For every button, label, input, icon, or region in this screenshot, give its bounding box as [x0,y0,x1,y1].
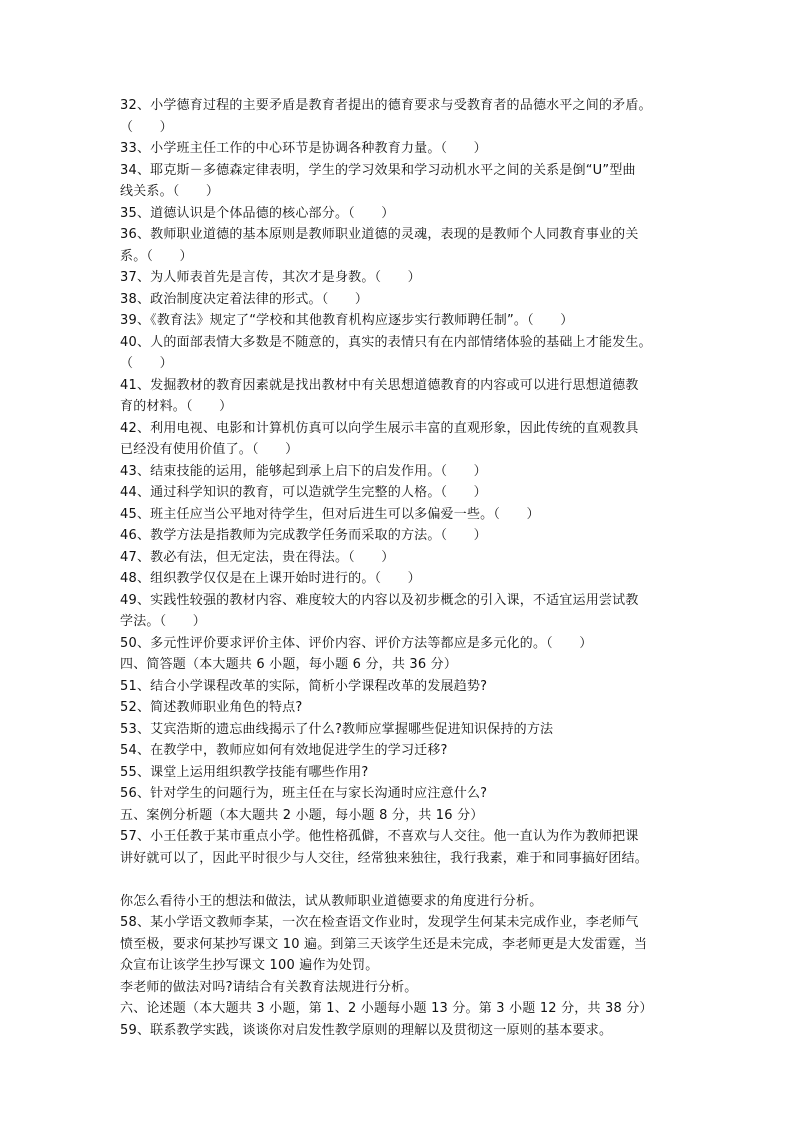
text-line: 37、为人师表首先是言传，其次才是身教。（ ） [120,270,421,285]
text-line: 43、结束技能的运用，能够起到承上启下的启发作用。（ ） [120,463,487,479]
text-line: 李老师的做法对吗?请结合有关教育法规进行分析。 [120,979,418,995]
text-line: 40、人的面部表情大多数是不随意的，真实的表情只有在内部情绪体验的基础上才能发生。 [120,334,652,350]
text-line: （ ） [120,356,173,371]
text-line: 你怎么看待小王的想法和做法，试从教师职业道德要求的角度进行分析。 [120,893,543,909]
text-line: 36、教师职业道德的基本原则是教师职业道德的灵魂，表现的是教师个人同教育事业的关 [120,227,639,242]
text-line: 57、小王任教于某市重点小学。他性格孤僻，不喜欢与人交往。他一直认为作为教师把课 [120,829,639,844]
text-line: 55、课堂上运用组织教学技能有哪些作用? [120,764,369,780]
text-line: 34、耶克斯－多德森定律表明，学生的学习效果和学习动机水平之间的关系是倒“U”型曲 [120,162,636,178]
text-line: 39、《教育法》规定了“学校和其他教育机构应逐步实行教师聘任制”。（ ） [120,313,574,328]
text-line: 线关系。（ ） [120,184,220,199]
text-line: 48、组织教学仅仅是在上课开始时进行的。（ ） [120,571,421,586]
text-line: 53、艾宾浩斯的遗忘曲线揭示了什么?教师应掌握哪些促进知识保持的方法 [120,721,554,737]
text-line: 58、某小学语文教师李某，一次在检查语文作业时，发现学生何某未完成作业，李老师气 [120,915,639,930]
section-heading: 四、简答题（本大题共 6 小题，每小题 6 分，共 36 分） [120,657,458,672]
text-line: 50、多元性评价要求评价主体、评价内容、评价方法等都应是多元化的。（ ） [120,635,593,651]
text-line: 学法。（ ） [120,614,206,629]
text-line: 49、实践性较强的教材内容、难度较大的内容以及初步概念的引入课，不适宜运用尝试教 [120,592,639,608]
text-line: 已经没有使用价值了。（ ） [120,442,299,457]
text-line: 52、简述教师职业角色的特点? [120,700,303,715]
text-line: 愤至极，要求何某抄写课文 10 遍。到第三天该学生还是未完成，李老师更是大发雷霆，当 [120,936,648,952]
text-line: 35、道德认识是个体品德的核心部分。（ ） [120,205,395,221]
text-line: 47、教必有法，但无定法，贵在得法。（ ） [120,549,395,565]
text-line: 系。（ ） [120,248,193,264]
text-line: 42、利用电视、电影和计算机仿真可以向学生展示丰富的直观形象，因此传统的直观教具 [120,420,639,436]
section-heading: 六、论述题（本大题共 3 小题，第 1、2 小题每小题 13 分。第 3 小题 12 分，共 38 分） [120,1001,653,1016]
text-line: 33、小学班主任工作的中心环节是协调各种教育力量。（ ） [120,141,487,156]
text-line: 54、在教学中，教师应如何有效地促进学生的学习迁移? [120,743,448,758]
text-line: 众宣布让该学生抄写课文 100 遍作为处罚。 [120,958,379,973]
blank-line [120,869,680,891]
text-line: 51、结合小学课程改革的实际，简析小学课程改革的发展趋势? [120,678,488,694]
text-line: 45、班主任应当公平地对待学生，但对后进生可以多偏爱一些。（ ） [120,506,540,522]
text-line: 32、小学德育过程的主要矛盾是教育者提出的德育要求与受教育者的品德水平之间的矛盾。 [120,98,652,113]
text-line: 46、教学方法是指教师为完成教学任务而采取的方法。（ ） [120,528,487,543]
text-line: 讲好就可以了，因此平时很少与人交往，经常独来独往，我行我素，难于和同事搞好团结。 [120,850,649,866]
document-page [120,95,680,1041]
section-heading: 五、案例分析题（本大题共 2 小题，每小题 8 分，共 16 分） [120,807,484,823]
text-line: 41、发掘教材的教育因素就是找出教材中有关思想道德教育的内容或可以进行思想道德教 [120,377,639,393]
text-line: 56、针对学生的问题行为，班主任在与家长沟通时应注意什么? [120,786,488,801]
text-line: 育的材料。（ ） [120,399,233,414]
text-line: 59、联系教学实践，谈谈你对启发性教学原则的理解以及贯彻这一原则的基本要求。 [120,1022,613,1038]
text-line: 44、通过科学知识的教育，可以造就学生完整的人格。（ ） [120,485,487,500]
text-line: （ ） [120,119,173,135]
text-line: 38、政治制度决定着法律的形式。（ ） [120,291,369,307]
